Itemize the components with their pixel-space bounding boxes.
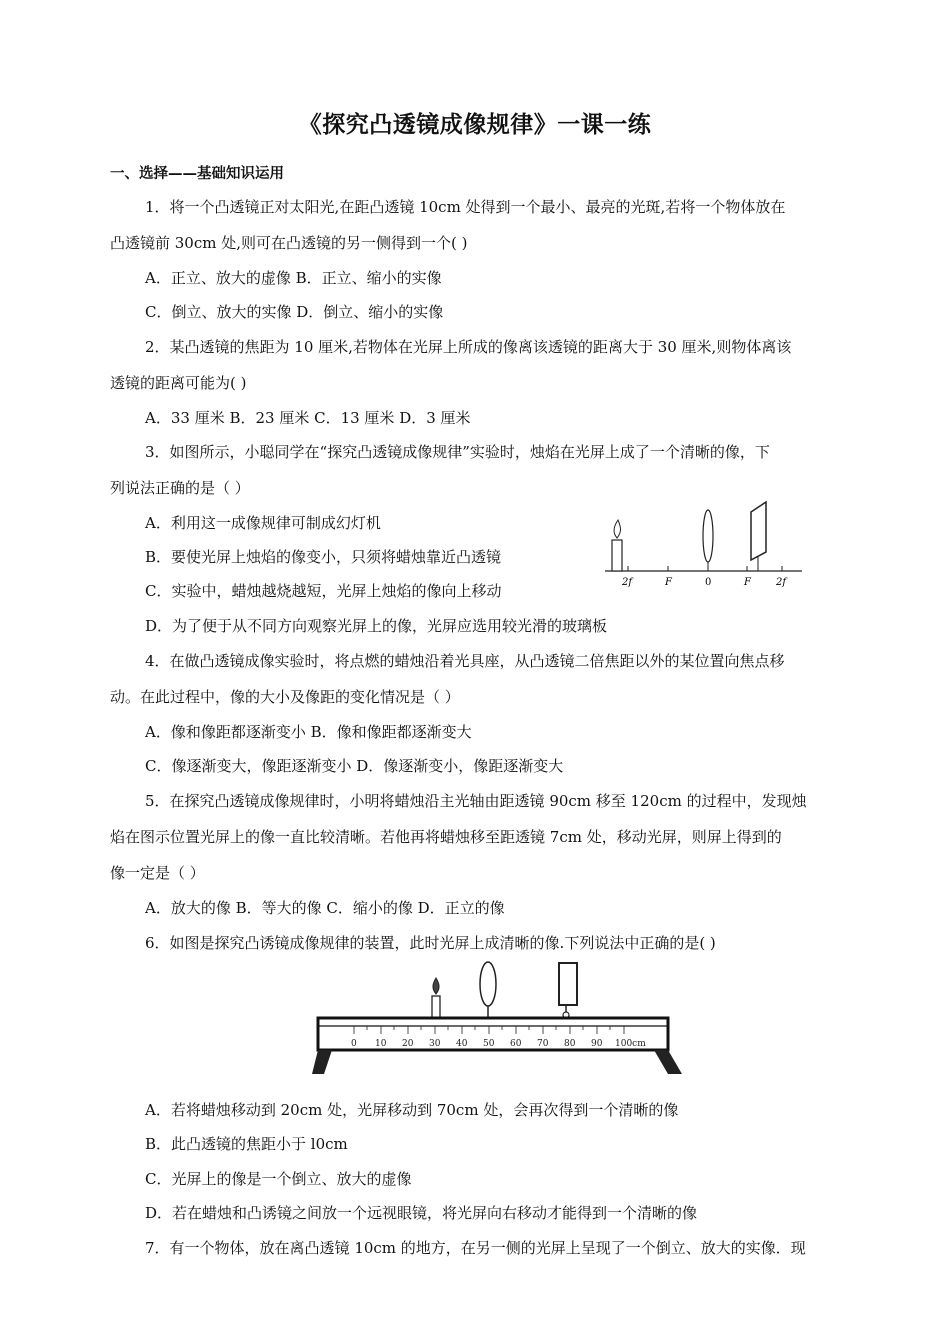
bench-leg-left <box>312 1050 332 1074</box>
question-3-line-2: 列说法正确的是（ ） <box>110 479 250 497</box>
question-3-option-d: D．为了便于从不同方向观察光屏上的像，光屏应选用较光滑的玻璃板 <box>145 617 608 635</box>
lens-diagram-figure <box>600 500 810 590</box>
ruler-label: 0 <box>351 1039 357 1049</box>
question-1-line-1: 1．将一个凸透镜正对太阳光,在距凸透镜 10cm 处得到一个最小、最亮的光斑,若将一个物体放在 <box>145 198 786 216</box>
tick-label: F <box>744 577 751 588</box>
candle-icon <box>612 540 622 571</box>
question-6-line-1: 6．如图是探究凸诱镜成像规律的装置，此时光屏上成清晰的像.下列说法中正确的是( ) <box>145 934 716 952</box>
question-7-line-1: 7．有一个物体，放在离凸透镜 10cm 的地方，在另一侧的光屏上呈现了一个倒立、放大的实像．现 <box>145 1239 806 1257</box>
ruler-label: 40 <box>456 1039 468 1049</box>
question-6-option-d: D．若在蜡烛和凸诱镜之间放一个远视眼镜，将光屏向右移动才能得到一个清晰的像 <box>145 1204 698 1222</box>
question-5-options: A．放大的像 B．等大的像 C．缩小的像 D．正立的像 <box>145 899 505 917</box>
question-2-line-2: 透镜的距离可能为( ) <box>110 374 247 392</box>
question-2-options: A．33 厘米 B．23 厘米 C．13 厘米 D．3 厘米 <box>145 409 471 427</box>
question-4-options-cd: C．像逐渐变大，像距逐渐变小 D．像逐渐变小，像距逐渐变大 <box>145 757 564 775</box>
screen-icon <box>751 502 766 560</box>
ruler-label: 70 <box>537 1039 549 1049</box>
question-3-option-c: C．实验中，蜡烛越烧越短，光屏上烛焰的像向上移动 <box>145 582 502 600</box>
question-3-option-b: B．要使光屏上烛焰的像变小，只须将蜡烛靠近凸透镜 <box>145 548 502 566</box>
question-4-line-2: 动。在此过程中，像的大小及像距的变化情况是（ ） <box>110 688 460 706</box>
lens-icon <box>703 510 713 562</box>
flame-icon <box>433 978 439 994</box>
question-6-option-b: B．此凸透镜的焦距小于 l0cm <box>145 1135 348 1153</box>
question-5-line-2: 焰在图示位置光屏上的像一直比较清晰。若他再将蜡烛移至距透镜 7cm 处，移动光屏，则屏上得到的 <box>110 828 782 846</box>
page-title: 《探究凸透镜成像规律》一课一练 <box>298 112 652 138</box>
section-heading: 一、选择——基础知识运用 <box>110 166 284 182</box>
lens-icon <box>480 962 496 1006</box>
question-6-option-a: A．若将蜡烛移动到 20cm 处，光屏移动到 70cm 处，会再次得到一个清晰的像 <box>145 1101 679 1119</box>
question-6-option-c: C．光屏上的像是一个倒立、放大的虚像 <box>145 1170 412 1188</box>
optical-bench-figure <box>310 958 690 1080</box>
question-5-line-3: 像一定是（ ） <box>110 864 205 882</box>
question-3-option-a: A．利用这一成像规律可制成幻灯机 <box>145 514 381 532</box>
ruler-label: 50 <box>483 1039 495 1049</box>
screen-icon <box>559 963 577 1005</box>
question-1-options-cd: C．倒立、放大的实像 D．倒立、缩小的实像 <box>145 303 444 321</box>
ruler-label: 100cm <box>615 1039 646 1049</box>
question-1-options-ab: A．正立、放大的虚像 B．正立、缩小的实像 <box>145 269 442 287</box>
question-3-line-1: 3．如图所示，小聪同学在“探究凸透镜成像规律”实验时，烛焰在光屏上成了一个清晰的像，下 <box>145 443 770 461</box>
question-2-line-1: 2．某凸透镜的焦距为 10 厘米,若物体在光屏上所成的像离该透镜的距离大于 30 厘米,则物体离该 <box>145 338 792 356</box>
question-1-line-2: 凸透镜前 30cm 处,则可在凸透镜的另一侧得到一个( ) <box>110 234 468 252</box>
question-4-line-1: 4．在做凸透镜成像实验时，将点燃的蜡烛沿着光具座，从凸透镜二倍焦距以外的某位置向焦点移 <box>145 652 785 670</box>
tick-label: 2f <box>776 577 787 588</box>
ruler-label: 60 <box>510 1039 522 1049</box>
tick-label: 2f <box>622 577 633 588</box>
candle-icon <box>432 996 440 1018</box>
tick-label: 0 <box>705 577 712 588</box>
ruler-label: 30 <box>429 1039 441 1049</box>
tick-label: F <box>665 577 672 588</box>
question-5-line-1: 5．在探究凸透镜成像规律时，小明将蜡烛沿主光轴由距透镜 90cm 移至 120cm 的过程中，发现烛 <box>145 792 807 810</box>
ruler-label: 90 <box>591 1039 603 1049</box>
ruler-label: 80 <box>564 1039 576 1049</box>
bench-leg-right <box>654 1050 682 1074</box>
ruler-label: 20 <box>402 1039 414 1049</box>
question-4-options-ab: A．像和像距都逐渐变小 B．像和像距都逐渐变大 <box>145 723 472 741</box>
ruler-label: 10 <box>375 1039 387 1049</box>
flame-icon <box>614 520 620 538</box>
